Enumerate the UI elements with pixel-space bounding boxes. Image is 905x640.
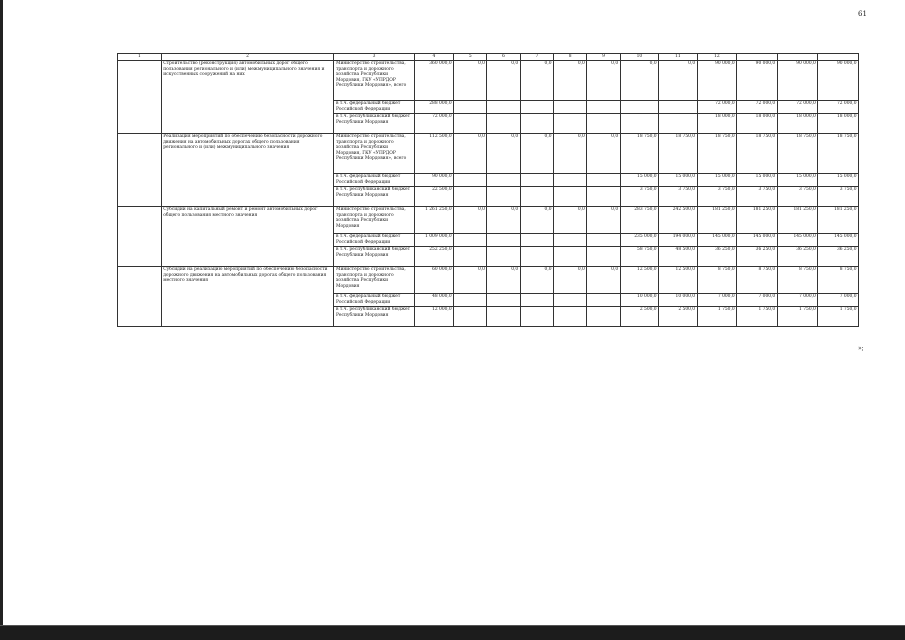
amount-cell [487,173,520,186]
column-number-1: 1 [118,54,162,61]
measure-name-cell: Реализация мероприятий по обеспечению безопасности дорожного движения на автомобильных дорогах общего пользования регионального и (или) межмуниципального значения [161,133,334,206]
column-number-11: 11 [659,54,698,61]
amount-cell [487,293,520,306]
amount-cell [454,293,487,306]
funding-source-cell: в т.ч. республиканский бюджет Республики Мордовия [334,113,414,133]
amount-cell: 8 750,0 [697,266,737,293]
amount-cell: 0,0 [487,60,520,100]
amount-cell [554,173,587,186]
amount-cell [659,100,698,113]
amount-cell: 0,0 [520,133,553,173]
amount-cell: 18 750,0 [777,133,818,173]
amount-cell [587,233,620,246]
amount-cell: 36 250,0 [737,246,778,266]
funding-source-cell: в т.ч. федеральный бюджет Российской Федерации [334,293,414,306]
amount-cell: 145 000,0 [777,233,818,246]
amount-cell: 72 000,0 [414,113,454,133]
amount-cell: 0,0 [554,60,587,100]
amount-cell: 48 500,0 [659,246,698,266]
funding-source-cell: в т.ч. республиканский бюджет Республики Мордовия [334,246,414,266]
amount-cell: 15 000,0 [777,173,818,186]
amount-cell: 1 261 250,0 [414,206,454,233]
amount-cell: 0,0 [454,206,487,233]
amount-cell: 7 000,0 [818,293,859,306]
amount-cell: 0,0 [454,133,487,173]
amount-cell: 252 250,0 [414,246,454,266]
amount-cell: 18 000,0 [697,113,737,133]
amount-cell [554,113,587,133]
amount-cell: 7 000,0 [777,293,818,306]
amount-cell [454,113,487,133]
amount-cell: 0,0 [454,60,487,100]
amount-cell [520,306,553,326]
amount-cell: 8 750,0 [818,266,859,293]
amount-cell: 72 000,0 [697,100,737,113]
amount-cell: 242 500,0 [659,206,698,233]
amount-cell [454,100,487,113]
amount-cell: 90 000,0 [414,173,454,186]
amount-cell [620,100,659,113]
amount-cell: 18 750,0 [818,133,859,173]
amount-cell [454,306,487,326]
row-index-cell [118,133,162,206]
amount-cell: 12 500,0 [620,266,659,293]
amount-cell: 8 750,0 [737,266,778,293]
funding-source-cell: в т.ч. республиканский бюджет Республики Мордовия [334,306,414,326]
amount-cell [587,173,620,186]
amount-cell: 18 750,0 [697,133,737,173]
amount-cell: 12 500,0 [659,266,698,293]
scan-bottom-edge [0,626,905,640]
amount-cell: 22 500,0 [414,186,454,206]
amount-cell: 15 000,0 [620,173,659,186]
amount-cell [554,100,587,113]
amount-cell: 0,0 [554,266,587,293]
amount-cell [587,100,620,113]
amount-cell [487,186,520,206]
amount-cell: 36 250,0 [818,246,859,266]
row-index-cell [118,206,162,266]
amount-cell [620,113,659,133]
amount-cell: 0,0 [454,266,487,293]
funding-source-cell: Министерство строительства, транспорта и дорожного хозяйства Республики Мордовия, ГКУ «УПРДОР Республики Мордовия», всего [334,133,414,173]
amount-cell: 60 000,0 [414,266,454,293]
amount-cell: 0,0 [587,206,620,233]
amount-cell [520,246,553,266]
amount-cell [554,293,587,306]
amount-cell: 36 250,0 [697,246,737,266]
amount-cell: 194 000,0 [659,233,698,246]
measure-name-cell: Субсидии на капитальный ремонт и ремонт автомобильных дорог общего пользования местного значения [161,206,334,266]
amount-cell: 72 000,0 [737,100,778,113]
amount-cell [520,186,553,206]
table-row [118,133,859,173]
page-number: 61 [858,10,867,18]
amount-cell: 15 000,0 [659,173,698,186]
amount-cell [454,186,487,206]
funding-source-cell: в т.ч. республиканский бюджет Республики Мордовия [334,186,414,206]
amount-cell: 0,0 [587,133,620,173]
amount-cell: 90 000,0 [777,60,818,100]
column-number-4: 4 [414,54,454,61]
funding-source-cell: Министерство строительства, транспорта и дорожного хозяйства Республики Мордовия [334,206,414,233]
amount-cell [487,306,520,326]
amount-cell: 0,0 [587,60,620,100]
amount-cell: 10 000,0 [620,293,659,306]
amount-cell [587,306,620,326]
amount-cell [487,246,520,266]
amount-cell: 7 000,0 [697,293,737,306]
amount-cell [587,113,620,133]
measure-name-cell: Строительство (реконструкция) автомобильных дорог общего пользования регионального и (или) межмуниципального значения и искусственных сооружений на них [161,60,334,133]
amount-cell: 2 500,0 [620,306,659,326]
amount-cell: 0,0 [487,266,520,293]
amount-cell [520,113,553,133]
measure-name-cell: Субсидии на реализацию мероприятий по обеспечению безопасности дорожного движения на автомобильных дорогах общего пользования местного значения [161,266,334,326]
amount-cell: 3 750,0 [659,186,698,206]
amount-cell: 0,0 [620,60,659,100]
amount-cell: 0,0 [587,266,620,293]
amount-cell: 90 000,0 [818,60,859,100]
amount-cell [554,233,587,246]
funding-source-cell: в т.ч. федеральный бюджет Российской Федерации [334,100,414,113]
row-index-cell [118,60,162,133]
column-number-9: 9 [587,54,620,61]
amount-cell: 181 250,0 [737,206,778,233]
amount-cell: 15 000,0 [818,173,859,186]
amount-cell: 145 000,0 [737,233,778,246]
funding-source-cell: в т.ч. федеральный бюджет Российской Федерации [334,173,414,186]
amount-cell: 12 000,0 [414,306,454,326]
column-number-7: 7 [520,54,553,61]
amount-cell: 7 000,0 [737,293,778,306]
column-number-3: 3 [334,54,414,61]
table-row [118,266,859,293]
amount-cell [554,246,587,266]
amount-cell: 18 000,0 [737,113,778,133]
amount-cell: 0,0 [520,266,553,293]
amount-cell: 1 750,0 [697,306,737,326]
amount-cell: 3 750,0 [620,186,659,206]
amount-cell: 0,0 [554,133,587,173]
amount-cell [554,306,587,326]
amount-cell [487,233,520,246]
amount-cell [587,246,620,266]
amount-cell: 0,0 [487,206,520,233]
amount-cell [454,173,487,186]
amount-cell [520,233,553,246]
amount-cell: 360 000,0 [414,60,454,100]
amount-cell: 90 000,0 [697,60,737,100]
amount-cell: 18 750,0 [620,133,659,173]
table-row [118,60,859,100]
amount-cell [659,113,698,133]
column-number-8: 8 [554,54,587,61]
column-number-5: 5 [454,54,487,61]
amount-cell: 72 000,0 [818,100,859,113]
column-number-12: 12 [697,54,737,61]
column-number-10: 10 [620,54,659,61]
amount-cell: 145 000,0 [818,233,859,246]
amount-cell: 72 000,0 [777,100,818,113]
table-row [118,206,859,233]
amount-cell: 1 750,0 [818,306,859,326]
amount-cell [454,233,487,246]
amount-cell [587,293,620,306]
amount-cell: 181 250,0 [818,206,859,233]
amount-cell: 112 500,0 [414,133,454,173]
amount-cell: 283 750,0 [620,206,659,233]
amount-cell: 0,0 [554,206,587,233]
amount-cell: 0,0 [520,206,553,233]
amount-cell: 3 750,0 [697,186,737,206]
amount-cell: 18 000,0 [777,113,818,133]
amount-cell: 90 000,0 [737,60,778,100]
scan-left-edge [0,0,3,640]
amount-cell: 1 750,0 [777,306,818,326]
page-mark: »; [858,345,864,352]
amount-cell [487,113,520,133]
amount-cell [554,186,587,206]
amount-cell: 0,0 [520,60,553,100]
amount-cell: 36 250,0 [777,246,818,266]
amount-cell: 18 750,0 [737,133,778,173]
amount-cell: 2 500,0 [659,306,698,326]
budget-table [117,53,859,327]
amount-cell [454,246,487,266]
amount-cell [520,173,553,186]
amount-cell: 3 750,0 [737,186,778,206]
amount-cell [487,100,520,113]
amount-cell [520,100,553,113]
amount-cell: 3 750,0 [818,186,859,206]
funding-source-cell: в т.ч. федеральный бюджет Российской Федерации [334,233,414,246]
column-number-2: 2 [161,54,334,61]
amount-cell: 18 000,0 [818,113,859,133]
row-index-cell [118,266,162,326]
amount-cell [520,293,553,306]
column-number-6: 6 [487,54,520,61]
amount-cell [587,186,620,206]
amount-cell: 145 000,0 [697,233,737,246]
amount-cell: 0,0 [659,60,698,100]
funding-source-cell: Министерство строительства, транспорта и дорожного хозяйства Республики Мордовия, ГКУ «УПРДОР Республики Мордовия», всего [334,60,414,100]
amount-cell: 18 750,0 [659,133,698,173]
amount-cell: 15 000,0 [737,173,778,186]
amount-cell: 10 000,0 [659,293,698,306]
amount-cell: 1 009 000,0 [414,233,454,246]
amount-cell: 288 000,0 [414,100,454,113]
amount-cell: 15 000,0 [697,173,737,186]
amount-cell: 235 000,0 [620,233,659,246]
funding-source-cell: Министерство строительства, транспорта и дорожного хозяйства Республики Мордовия [334,266,414,293]
amount-cell: 0,0 [487,133,520,173]
amount-cell: 1 750,0 [737,306,778,326]
amount-cell: 58 750,0 [620,246,659,266]
amount-cell: 181 250,0 [697,206,737,233]
amount-cell: 3 750,0 [777,186,818,206]
amount-cell: 181 250,0 [777,206,818,233]
amount-cell: 48 000,0 [414,293,454,306]
amount-cell: 8 750,0 [777,266,818,293]
